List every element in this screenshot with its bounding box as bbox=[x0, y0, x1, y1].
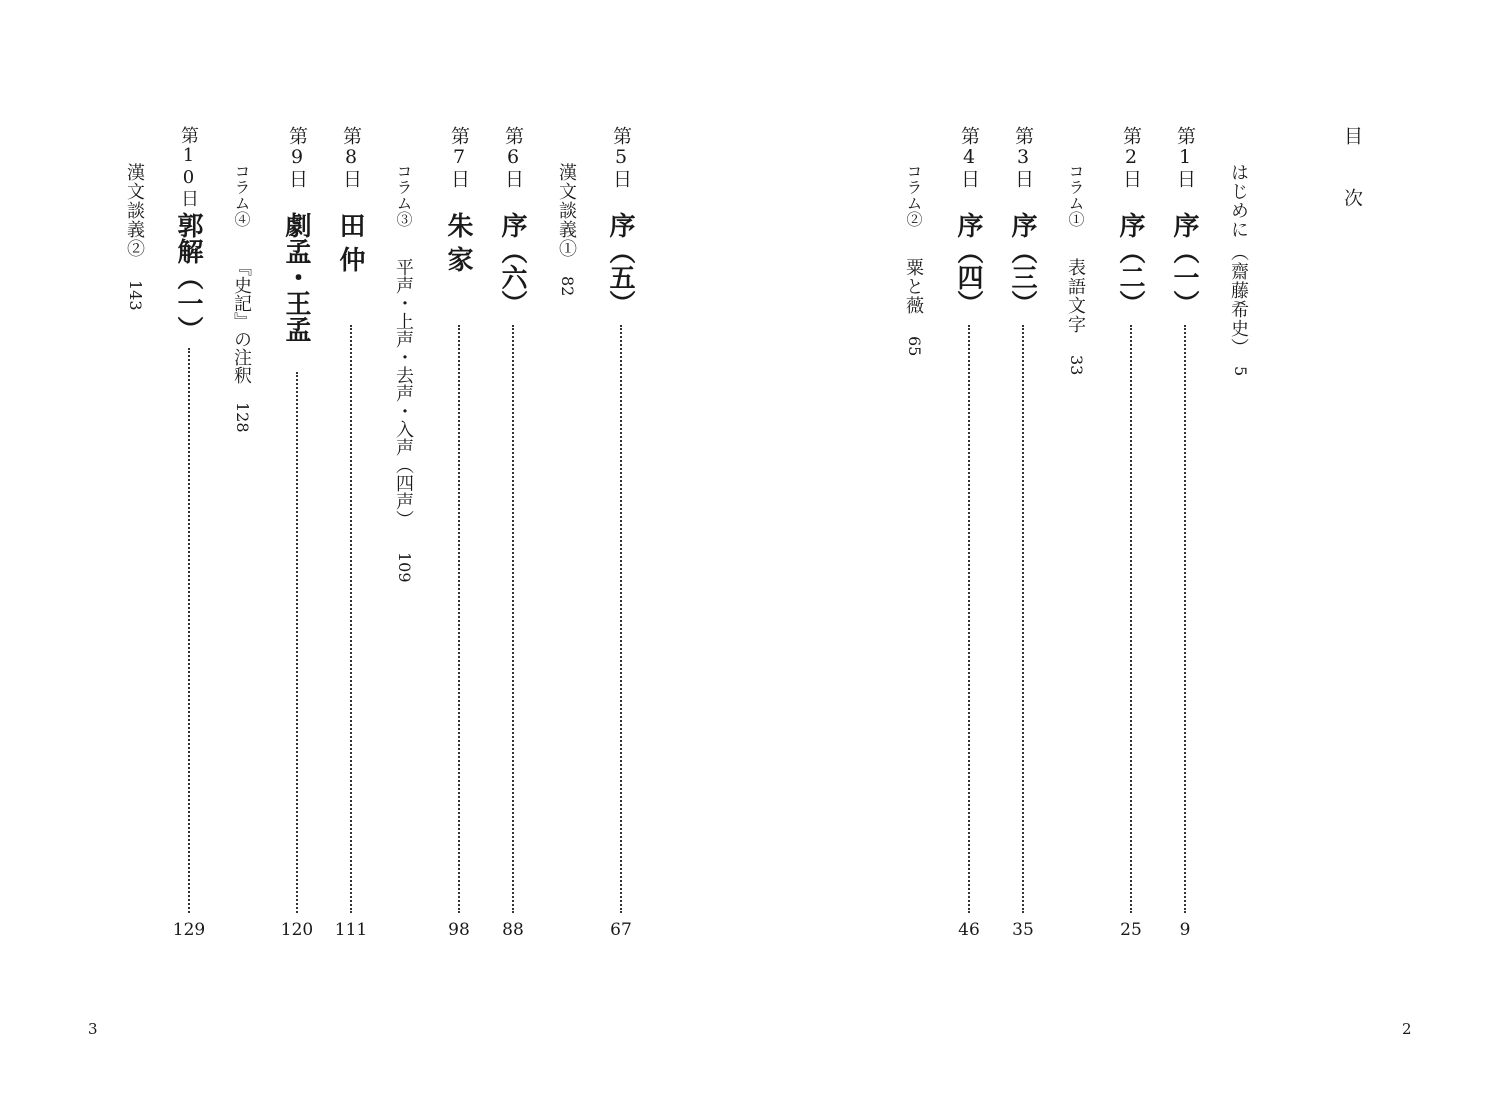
entry-page: 25 bbox=[1120, 920, 1142, 940]
intro-title: はじめに bbox=[1228, 163, 1249, 239]
entry-title: 郭解（一） bbox=[173, 212, 203, 342]
entry-page: 129 bbox=[172, 920, 206, 940]
leader-dots bbox=[968, 325, 970, 913]
entry-title: 序（四） bbox=[953, 212, 983, 316]
column-title: 『史記』の注釈 bbox=[231, 258, 252, 384]
column-title: 平声・上声・去声・入声（四声） bbox=[393, 258, 414, 528]
entry-day: 第4日 bbox=[958, 126, 980, 189]
entry-day: 第6日 bbox=[502, 126, 524, 189]
column-page: 109 bbox=[395, 552, 414, 583]
entry-title: 序（六） bbox=[497, 212, 527, 316]
leader-dots bbox=[1130, 325, 1132, 913]
toc-heading: 目 次 bbox=[1341, 126, 1363, 219]
leader-dots bbox=[458, 325, 460, 913]
entry-title: 劇孟・王孟 bbox=[281, 212, 311, 342]
right-page bbox=[750, 0, 1500, 1101]
leader-dots bbox=[188, 348, 190, 913]
entry-title: 朱家 bbox=[443, 212, 473, 280]
entry-title: 田仲 bbox=[335, 212, 365, 280]
entry-title: 序（一） bbox=[1169, 212, 1199, 316]
entry-day: 第3日 bbox=[1012, 126, 1034, 189]
entry-page: 67 bbox=[610, 920, 632, 940]
leader-dots bbox=[620, 325, 622, 913]
column-label: コラム① bbox=[1066, 163, 1085, 227]
column-page: 128 bbox=[233, 402, 252, 433]
leader-dots bbox=[296, 372, 298, 913]
entry-day: 第2日 bbox=[1120, 126, 1142, 189]
column-title: 粟と薇 bbox=[903, 258, 924, 315]
column-label: コラム③ bbox=[394, 163, 413, 227]
entry-page: 46 bbox=[958, 920, 980, 940]
column-page: 65 bbox=[905, 336, 924, 357]
talk-title: 漢文談義② bbox=[124, 163, 145, 258]
talk-title: 漢文談義① bbox=[556, 163, 577, 258]
entry-day: 第1日 bbox=[1174, 126, 1196, 189]
page-number: 3 bbox=[88, 1020, 98, 1038]
entry-title: 序（五） bbox=[605, 212, 635, 316]
entry-page: 98 bbox=[448, 920, 470, 940]
entry-page: 111 bbox=[334, 920, 368, 940]
page-number: 2 bbox=[1402, 1020, 1412, 1038]
entry-page: 35 bbox=[1012, 920, 1034, 940]
column-label: コラム④ bbox=[232, 163, 251, 227]
column-title: 表語文字 bbox=[1065, 258, 1086, 334]
entry-title: 序（二） bbox=[1115, 212, 1145, 316]
entry-day: 第7日 bbox=[448, 126, 470, 189]
entry-page: 9 bbox=[1179, 920, 1191, 940]
leader-dots bbox=[350, 325, 352, 913]
entry-day: 第5日 bbox=[610, 126, 632, 189]
entry-day: 第9日 bbox=[286, 126, 308, 189]
column-page: 33 bbox=[1067, 355, 1086, 376]
column-label: コラム② bbox=[904, 163, 923, 227]
entry-page: 88 bbox=[502, 920, 524, 940]
talk-page: 82 bbox=[558, 276, 577, 297]
leader-dots bbox=[1022, 325, 1024, 913]
intro-author: （齋藤希史） bbox=[1228, 243, 1249, 357]
entry-day: 第10日 bbox=[178, 126, 199, 208]
entry-title: 序（三） bbox=[1007, 212, 1037, 316]
entry-day: 第8日 bbox=[340, 126, 362, 189]
intro-page: 5 bbox=[1231, 366, 1250, 377]
leader-dots bbox=[1184, 325, 1186, 913]
leader-dots bbox=[512, 325, 514, 913]
entry-page: 120 bbox=[280, 920, 314, 940]
talk-page: 143 bbox=[126, 280, 145, 311]
